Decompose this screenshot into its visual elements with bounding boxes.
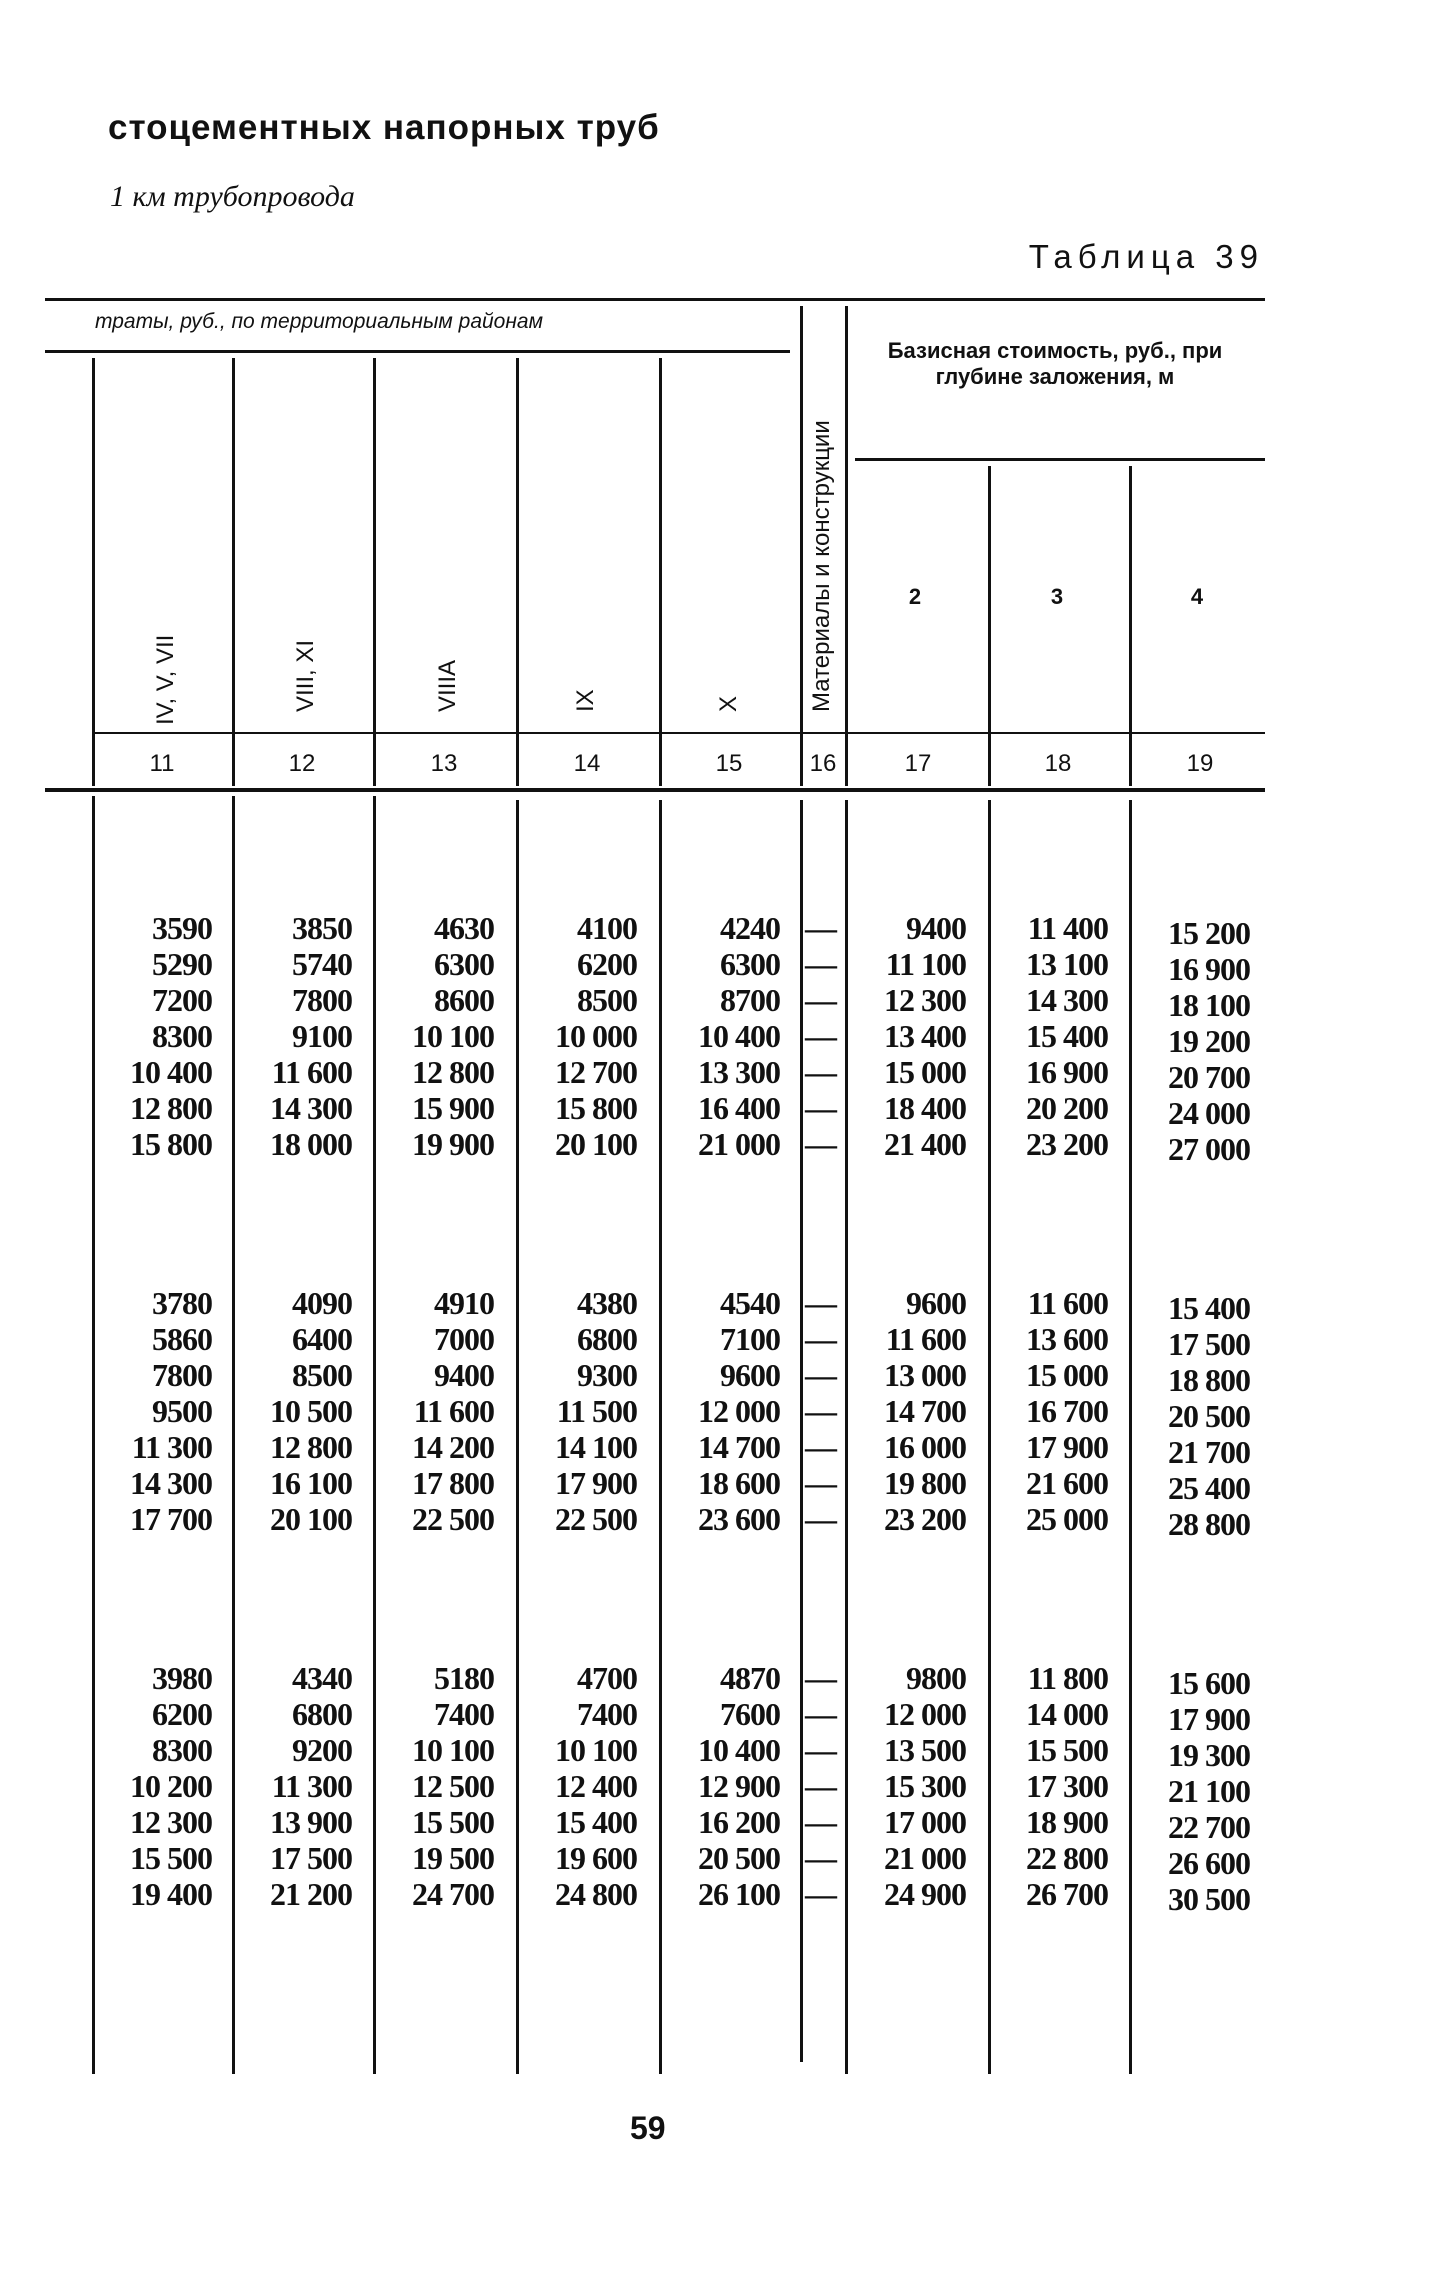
- table-cell: 7100: [720, 1321, 780, 1357]
- table-cell: 4340: [292, 1660, 352, 1696]
- data-column-c19: [1125, 915, 1250, 1167]
- table-cell: 10 400: [698, 1732, 780, 1768]
- table-cell: 13 100: [1026, 946, 1108, 982]
- table-cell: —: [805, 1393, 837, 1429]
- table-cell: 22 500: [555, 1501, 637, 1537]
- table-cell: 9100: [292, 1018, 352, 1054]
- table-cell: —: [805, 946, 837, 982]
- table-cell: 15 500: [1026, 1732, 1108, 1768]
- data-column-c15: [655, 1285, 780, 1537]
- table-cell: 23 200: [884, 1501, 966, 1537]
- page-number: 59: [630, 2110, 666, 2146]
- table-cell: 6200: [577, 946, 637, 982]
- data-column-c12: [227, 910, 352, 1162]
- table-cell: 10 100: [412, 1018, 494, 1054]
- col-divider: [800, 800, 803, 2062]
- table-cell: 7800: [152, 1357, 212, 1393]
- table-cell: 21 600: [1026, 1465, 1108, 1501]
- table-cell: 3850: [292, 910, 352, 946]
- col-divider: [92, 358, 95, 786]
- table-cell: 15 400: [1168, 1290, 1250, 1326]
- table-cell: 7400: [434, 1696, 494, 1732]
- table-cell: 27 000: [1168, 1131, 1250, 1167]
- table-cell: 12 800: [412, 1054, 494, 1090]
- table-cell: —: [805, 1804, 837, 1840]
- table-cell: 18 400: [884, 1090, 966, 1126]
- data-column-c14: [512, 1660, 637, 1912]
- col-divider: [232, 358, 235, 786]
- table-cell: 4870: [720, 1660, 780, 1696]
- table-cell: 8500: [577, 982, 637, 1018]
- table-cell: 3980: [152, 1660, 212, 1696]
- table-label: Таблица 39: [1028, 238, 1264, 275]
- table-cell: 9200: [292, 1732, 352, 1768]
- table-cell: —: [805, 1501, 837, 1537]
- column-number: 12: [288, 750, 316, 777]
- data-column-c13: [369, 1660, 494, 1912]
- col-divider: [1129, 466, 1132, 786]
- table-cell: 19 500: [412, 1840, 494, 1876]
- table-cell: 5290: [152, 946, 212, 982]
- table-cell: 3780: [152, 1285, 212, 1321]
- table-cell: 4380: [577, 1285, 637, 1321]
- table-cell: 9600: [720, 1357, 780, 1393]
- column-number: 17: [904, 750, 932, 777]
- data-column-c15: [655, 1660, 780, 1912]
- table-cell: 21 000: [884, 1840, 966, 1876]
- table-cell: 19 800: [884, 1465, 966, 1501]
- header-bottom-rule: [45, 788, 1265, 792]
- table-cell: —: [805, 910, 837, 946]
- table-cell: 17 300: [1026, 1768, 1108, 1804]
- table-cell: 10 400: [130, 1054, 212, 1090]
- region-column-header: VIIIA: [434, 659, 461, 712]
- table-cell: 4630: [434, 910, 494, 946]
- table-cell: 16 200: [698, 1804, 780, 1840]
- table-cell: 12 400: [555, 1768, 637, 1804]
- table-cell: —: [805, 1018, 837, 1054]
- table-cell: 14 000: [1026, 1696, 1108, 1732]
- table-cell: 20 100: [555, 1126, 637, 1162]
- table-cell: 17 000: [884, 1804, 966, 1840]
- table-cell: 25 000: [1026, 1501, 1108, 1537]
- data-column-c15: [655, 910, 780, 1162]
- table-cell: —: [805, 1054, 837, 1090]
- table-cell: 7800: [292, 982, 352, 1018]
- table-cell: 21 400: [884, 1126, 966, 1162]
- table-cell: 13 500: [884, 1732, 966, 1768]
- table-cell: 14 200: [412, 1429, 494, 1465]
- data-column-c13: [369, 1285, 494, 1537]
- table-cell: 6800: [292, 1696, 352, 1732]
- table-cell: 8300: [152, 1018, 212, 1054]
- table-cell: —: [805, 1696, 837, 1732]
- table-cell: 17 900: [1026, 1429, 1108, 1465]
- data-column-c17: [841, 910, 966, 1162]
- table-cell: 17 800: [412, 1465, 494, 1501]
- table-cell: 20 500: [698, 1840, 780, 1876]
- table-cell: —: [805, 1732, 837, 1768]
- table-cell: 12 300: [884, 982, 966, 1018]
- table-cell: 9400: [906, 910, 966, 946]
- table-cell: 15 400: [555, 1804, 637, 1840]
- table-cell: 12 800: [130, 1090, 212, 1126]
- col-divider: [373, 358, 376, 786]
- table-cell: 8500: [292, 1357, 352, 1393]
- table-cell: 24 700: [412, 1876, 494, 1912]
- column-number: 14: [573, 750, 601, 777]
- table-cell: 20 100: [270, 1501, 352, 1537]
- group-header-rule: [45, 350, 790, 353]
- table-cell: 18 600: [698, 1465, 780, 1501]
- table-cell: 10 100: [555, 1732, 637, 1768]
- table-cell: 24 800: [555, 1876, 637, 1912]
- depth-column-header: 4: [1190, 584, 1204, 609]
- table-cell: 11 600: [885, 1321, 966, 1357]
- table-cell: 7000: [434, 1321, 494, 1357]
- table-cell: 16 900: [1026, 1054, 1108, 1090]
- region-column-header: IX: [572, 689, 599, 712]
- table-cell: 10 200: [130, 1768, 212, 1804]
- table-cell: 10 000: [555, 1018, 637, 1054]
- table-cell: 7400: [577, 1696, 637, 1732]
- table-cell: 15 500: [130, 1840, 212, 1876]
- table-cell: 17 700: [130, 1501, 212, 1537]
- table-cell: —: [805, 1321, 837, 1357]
- table-cell: 12 000: [884, 1696, 966, 1732]
- table-cell: —: [805, 1768, 837, 1804]
- table-cell: 14 100: [555, 1429, 637, 1465]
- table-cell: 21 000: [698, 1126, 780, 1162]
- table-cell: 7200: [152, 982, 212, 1018]
- table-cell: 11 600: [413, 1393, 494, 1429]
- column-number: 15: [715, 750, 743, 777]
- table-cell: 23 600: [698, 1501, 780, 1537]
- table-cell: 6300: [720, 946, 780, 982]
- data-column-c14: [512, 910, 637, 1162]
- table-cell: 13 000: [884, 1357, 966, 1393]
- data-column-c12: [227, 1660, 352, 1912]
- table-cell: 4240: [720, 910, 780, 946]
- table-cell: 6800: [577, 1321, 637, 1357]
- table-cell: 12 300: [130, 1804, 212, 1840]
- table-cell: 9600: [906, 1285, 966, 1321]
- table-cell: 11 600: [271, 1054, 352, 1090]
- table-cell: 11 100: [885, 946, 966, 982]
- table-cell: 10 500: [270, 1393, 352, 1429]
- table-cell: 4540: [720, 1285, 780, 1321]
- table-cell: 24 900: [884, 1876, 966, 1912]
- table-cell: 20 700: [1168, 1059, 1250, 1095]
- table-cell: 23 200: [1026, 1126, 1108, 1162]
- table-cell: 12 700: [555, 1054, 637, 1090]
- region-column-header: IV, V, VII: [152, 634, 179, 725]
- table-cell: 17 500: [1168, 1326, 1250, 1362]
- table-cell: —: [805, 1840, 837, 1876]
- data-column-c17: [841, 1285, 966, 1537]
- table-cell: 15 800: [555, 1090, 637, 1126]
- data-column-c18: [983, 1660, 1108, 1912]
- table-cell: 4090: [292, 1285, 352, 1321]
- data-column-c16: [804, 1660, 838, 1912]
- data-column-c18: [983, 1285, 1108, 1537]
- page-subtitle: 1 км трубопровода: [110, 180, 355, 213]
- table-cell: 7600: [720, 1696, 780, 1732]
- col-divider: [800, 306, 803, 786]
- table-cell: 18 800: [1168, 1362, 1250, 1398]
- table-cell: 9800: [906, 1660, 966, 1696]
- table-cell: 14 700: [698, 1429, 780, 1465]
- data-column-c19: [1125, 1290, 1250, 1542]
- table-cell: —: [805, 1429, 837, 1465]
- table-cell: 14 700: [884, 1393, 966, 1429]
- data-column-c19: [1125, 1665, 1250, 1917]
- table-cell: 8600: [434, 982, 494, 1018]
- table-cell: 9400: [434, 1357, 494, 1393]
- table-cell: 4910: [434, 1285, 494, 1321]
- table-cell: 18 100: [1168, 987, 1250, 1023]
- table-cell: 21 200: [270, 1876, 352, 1912]
- table-cell: 19 600: [555, 1840, 637, 1876]
- table-cell: 28 800: [1168, 1506, 1250, 1542]
- table-cell: 12 900: [698, 1768, 780, 1804]
- table-cell: 22 500: [412, 1501, 494, 1537]
- table-cell: 24 000: [1168, 1095, 1250, 1131]
- table-cell: 4100: [577, 910, 637, 946]
- table-cell: 12 800: [270, 1429, 352, 1465]
- table-cell: 16 400: [698, 1090, 780, 1126]
- table-cell: 15 800: [130, 1126, 212, 1162]
- table-cell: 19 200: [1168, 1023, 1250, 1059]
- table-cell: 26 600: [1168, 1845, 1250, 1881]
- table-cell: 14 300: [270, 1090, 352, 1126]
- table-cell: 11 400: [1027, 910, 1108, 946]
- base-header-rule: [855, 458, 1265, 461]
- table-cell: 16 900: [1168, 951, 1250, 987]
- table-cell: 19 300: [1168, 1737, 1250, 1773]
- table-cell: 15 400: [1026, 1018, 1108, 1054]
- table-cell: 15 500: [412, 1804, 494, 1840]
- data-column-c14: [512, 1285, 637, 1537]
- table-cell: 6400: [292, 1321, 352, 1357]
- column-number: 11: [149, 750, 175, 777]
- table-cell: 30 500: [1168, 1881, 1250, 1917]
- col-divider: [988, 466, 991, 786]
- table-cell: 8700: [720, 982, 780, 1018]
- table-cell: 21 700: [1168, 1434, 1250, 1470]
- data-column-c13: [369, 910, 494, 1162]
- table-cell: 18 000: [270, 1126, 352, 1162]
- table-cell: 20 500: [1168, 1398, 1250, 1434]
- table-cell: 11 500: [556, 1393, 637, 1429]
- table-cell: 15 000: [1026, 1357, 1108, 1393]
- table-cell: —: [805, 1876, 837, 1912]
- table-cell: 20 200: [1026, 1090, 1108, 1126]
- col-divider: [659, 358, 662, 786]
- table-cell: 8300: [152, 1732, 212, 1768]
- table-cell: 17 900: [555, 1465, 637, 1501]
- table-cell: 9500: [152, 1393, 212, 1429]
- table-cell: 19 900: [412, 1126, 494, 1162]
- table-cell: 10 100: [412, 1732, 494, 1768]
- table-cell: 17 900: [1168, 1701, 1250, 1737]
- table-cell: 4700: [577, 1660, 637, 1696]
- depth-column-header: 3: [1050, 584, 1064, 609]
- table-cell: 5180: [434, 1660, 494, 1696]
- data-column-c11: [87, 910, 212, 1162]
- table-cell: 22 800: [1026, 1840, 1108, 1876]
- data-column-c12: [227, 1285, 352, 1537]
- table-cell: 25 400: [1168, 1470, 1250, 1506]
- table-cell: 15 200: [1168, 915, 1250, 951]
- table-cell: 15 000: [884, 1054, 966, 1090]
- table-cell: 5740: [292, 946, 352, 982]
- table-cell: 12 500: [412, 1768, 494, 1804]
- column-number: 18: [1044, 750, 1072, 777]
- table-cell: 5860: [152, 1321, 212, 1357]
- table-cell: —: [805, 982, 837, 1018]
- table-cell: 11 600: [1027, 1285, 1108, 1321]
- table-cell: 26 100: [698, 1876, 780, 1912]
- table-cell: 11 300: [271, 1768, 352, 1804]
- data-column-c18: [983, 910, 1108, 1162]
- table-cell: 11 300: [131, 1429, 212, 1465]
- depth-column-header: 2: [908, 584, 922, 609]
- table-cell: 6200: [152, 1696, 212, 1732]
- data-column-c17: [841, 1660, 966, 1912]
- table-cell: 19 400: [130, 1876, 212, 1912]
- table-cell: —: [805, 1126, 837, 1162]
- column-number: 16: [809, 750, 837, 777]
- table-cell: 26 700: [1026, 1876, 1108, 1912]
- table-cell: 3590: [152, 910, 212, 946]
- table-cell: 11 800: [1027, 1660, 1108, 1696]
- table-cell: 13 600: [1026, 1321, 1108, 1357]
- table-cell: —: [805, 1660, 837, 1696]
- data-column-c11: [87, 1660, 212, 1912]
- table-cell: 15 900: [412, 1090, 494, 1126]
- table-cell: 15 600: [1168, 1665, 1250, 1701]
- column-number: 13: [430, 750, 458, 777]
- region-group-header: траты, руб., по территориальным районам: [95, 310, 543, 333]
- column-number: 19: [1186, 750, 1214, 777]
- base-cost-header: Базисная стоимость, руб., при глубине заложения, м: [887, 338, 1223, 389]
- table-top-rule: [45, 298, 1265, 301]
- col-divider: [845, 306, 848, 786]
- table-cell: 9300: [577, 1357, 637, 1393]
- colnum-top-rule: [92, 732, 1265, 734]
- table-cell: 16 000: [884, 1429, 966, 1465]
- data-column-c11: [87, 1285, 212, 1537]
- table-cell: —: [805, 1465, 837, 1501]
- table-cell: 21 100: [1168, 1773, 1250, 1809]
- table-cell: 17 500: [270, 1840, 352, 1876]
- table-cell: 22 700: [1168, 1809, 1250, 1845]
- table-cell: 16 100: [270, 1465, 352, 1501]
- table-cell: 14 300: [130, 1465, 212, 1501]
- table-cell: 16 700: [1026, 1393, 1108, 1429]
- region-column-header: X: [715, 695, 742, 712]
- table-cell: —: [805, 1357, 837, 1393]
- materials-column-header: Материалы и конструкции: [808, 420, 835, 712]
- table-cell: 10 400: [698, 1018, 780, 1054]
- table-cell: 12 000: [698, 1393, 780, 1429]
- col-divider: [516, 358, 519, 786]
- table-cell: 15 300: [884, 1768, 966, 1804]
- table-cell: 13 300: [698, 1054, 780, 1090]
- table-cell: 13 400: [884, 1018, 966, 1054]
- table-cell: —: [805, 1285, 837, 1321]
- table-cell: 18 900: [1026, 1804, 1108, 1840]
- table-cell: 13 900: [270, 1804, 352, 1840]
- data-column-c16: [804, 910, 838, 1162]
- table-cell: 6300: [434, 946, 494, 982]
- region-column-header: VIII, XI: [292, 639, 319, 712]
- table-cell: 14 300: [1026, 982, 1108, 1018]
- page-title: стоцементных напорных труб: [108, 108, 660, 147]
- table-cell: —: [805, 1090, 837, 1126]
- data-column-c16: [804, 1285, 838, 1537]
